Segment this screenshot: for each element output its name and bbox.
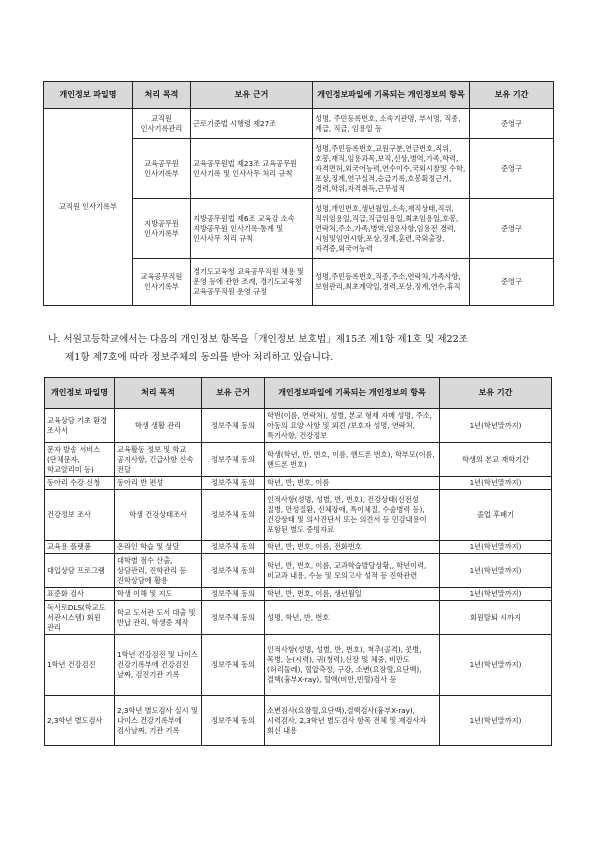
table-row <box>45 477 552 490</box>
table2-period: 1년(학년말까지) <box>440 541 552 554</box>
table-row <box>45 541 552 554</box>
table2-name: 1학년 건강검진 <box>45 635 115 696</box>
table2-header-row <box>45 378 552 409</box>
table1-basis: 교육공무원법 제23조 교육공무원 인사기록 및 인사사무 처리 규칙 <box>191 139 313 199</box>
table2-name: 건강정보 조사 <box>45 490 115 541</box>
personal-info-table-2 <box>44 377 552 746</box>
table2-period: 1년(학년말까지) <box>440 588 552 601</box>
table2-name: 교육상담 기초 환경 조사서 <box>45 409 115 443</box>
table2-basis: 정보주체 동의 <box>202 554 265 588</box>
table2-name: 대입상담 프로그램 <box>45 554 115 588</box>
table1-basis: 근로기준법 시행령 제27조 <box>191 109 313 139</box>
table1-items: 성명,주민등록번호,직종,주소,연락처,가족사항,보험관리,최초계약일,경력,포상,징계,연수,휴직 <box>313 259 470 306</box>
table2-period: 1년(학년말까지) <box>440 409 552 443</box>
paragraph-line-1: 나. 서원고등학교에서는 다음의 개인정보 항목을「개인정보 보호법」제15조 제1항 제1호 및 제22조 <box>48 334 468 345</box>
table2-items: 학년, 반, 번호, 이름, 생년월일 <box>265 588 440 601</box>
table1-header-purpose: 처리 목적 <box>133 82 191 109</box>
table2-basis: 정보주체 동의 <box>202 409 265 443</box>
table2-items: 학년, 반, 번호, 이름 <box>265 477 440 490</box>
table2-basis: 정보주체 동의 <box>202 443 265 477</box>
table1-items: 성명,개인번호,생년월일,소속,재직상태,직위,직위임용일,직급,직급임용일,최초임용일,호봉,연락처,주소,가족,병역,임용사항,임용전 경력,시험및임면시항,포상,징계,훈련,국외출장,자격증,외국어능력 <box>313 199 470 259</box>
table-row <box>45 601 552 635</box>
table1-basis: 경기도교육청 교육공무직원 채용 및 운영 등에 관한 조례, 경기도교육청 교육공무직원 운영 규정 <box>191 259 313 306</box>
table2-header-file: 개인정보 파일명 <box>45 378 115 409</box>
table2-period: 졸업 후폐기 <box>440 490 552 541</box>
table-row <box>45 443 552 477</box>
table2-basis: 정보주체 동의 <box>202 490 265 541</box>
table1-header-period: 보유 기간 <box>470 82 554 109</box>
table2-name: 동아리 수강 신청 <box>45 477 115 490</box>
table1-purpose: 교직원 인사기록관리 <box>133 109 191 139</box>
table2-name: 표준화 검사 <box>45 588 115 601</box>
table-row <box>44 109 554 139</box>
table2-purpose: 교육활동 정보 및 학교 공지사항, 긴급사항 신속 전달 <box>115 443 202 477</box>
table1-header-file: 개인정보 파일명 <box>44 82 133 109</box>
table-row <box>45 588 552 601</box>
table2-period: 1년(학년말까지) <box>440 635 552 696</box>
table-row <box>45 409 552 443</box>
table2-items: 인적사항(성명, 성별, 반, 번호), 건강상태(신전성 질병, 만성질환, 신체장애, 특이체질, 수술병력 등), 건강상태 및 의사진단서 또는 의견서 등 민감내용이 포함된 별도 증빙자료 <box>265 490 440 541</box>
table2-purpose: 동아리 반 편성 <box>115 477 202 490</box>
table1-purpose: 교육공무원 인사기록부 <box>133 139 191 199</box>
table2-purpose: 학생 건강상태조사 <box>115 490 202 541</box>
table2-period: 학생의 본교 재학기간 <box>440 443 552 477</box>
table1-period: 준영구 <box>470 259 554 306</box>
table2-period: 회원탈퇴 시까지 <box>440 601 552 635</box>
table2-header-items: 개인정보파일에 기록되는 개인정보의 항목 <box>265 378 440 409</box>
table1-period: 준영구 <box>470 199 554 259</box>
table2-purpose: 온라인 학습 및 상담 <box>115 541 202 554</box>
table2-items: 인적사항(성명, 성별, 반, 번호), 척추(골격), 콧병, 목병, 눈(시력), 귀(청력),신장 및 체중, 비만도(허리둘레), 혈압측정, 구강, 소변(요잠혈,요단백), 결핵(흉부X-ray), 혈액(비만,빈혈)검사 등 <box>265 635 440 696</box>
table1-items: 성명, 주민등록번호, 소속기관명, 부서명, 직종, 계급, 직급, 임용일 등 <box>313 109 470 139</box>
table2-name: 교육용 플랫폼 <box>45 541 115 554</box>
table2-basis: 정보주체 동의 <box>202 696 265 746</box>
table1-period: 준영구 <box>470 109 554 139</box>
table2-basis: 정보주체 동의 <box>202 588 265 601</box>
table2-items: 학년, 반, 번호, 이름, 교과학습발달상황,, 학년이력, 비교과 내용, 수능 및 모의고사 성적 등 진학관련 <box>265 554 440 588</box>
table2-basis: 정보주체 동의 <box>202 635 265 696</box>
table2-header-purpose: 처리 목적 <box>115 378 202 409</box>
table1-header-basis: 보유 근거 <box>191 82 313 109</box>
table1-purpose: 지방공무원 인사기록부 <box>133 199 191 259</box>
table2-purpose: 대학별 점수 산출, 상담관리, 진학관리 등 진학상담에 활용 <box>115 554 202 588</box>
table1-basis: 지방공무원법 제6조 교육감 소속 지방공무원 인사기록·통계 및 인사사무 처리 규칙 <box>191 199 313 259</box>
table1-period: 준영구 <box>470 139 554 199</box>
table-row <box>45 554 552 588</box>
table1-items: 성명,주민등록번호,교원구분,연금번호,직위,호봉,재직,임용과목,보직,신상,병역,가족,학력,자격면허,외국어능력,연수이수,국외시찰및 수학,포상,징계,연구실적,승급기록,호봉획정근거,경력,학위,자격취득,근무성적 <box>313 139 470 199</box>
table-row <box>45 490 552 541</box>
table2-items: 성명, 학년, 반, 번호 <box>265 601 440 635</box>
personal-info-table-1 <box>43 81 554 306</box>
table2-basis: 정보주체 동의 <box>202 541 265 554</box>
table2-header-basis: 보유 근거 <box>202 378 265 409</box>
table2-header-period: 보유 기간 <box>440 378 552 409</box>
table2-items: 학생(학년, 반, 번호, 이름, 핸드폰 번호), 학부모(이름, 핸드폰 번호) <box>265 443 440 477</box>
table2-basis: 정보주체 동의 <box>202 477 265 490</box>
table2-purpose: 학교 도서관 도서 대출 및 반납 관리, 학생증 제작 <box>115 601 202 635</box>
table2-purpose: 1학년 건강검진 및 나이스 건강기록부에 건강검진 날짜, 검진기관 기록 <box>115 635 202 696</box>
table1-file-name: 교직원 인사기록부 <box>44 109 133 306</box>
table2-purpose: 학생 이해 및 지도 <box>115 588 202 601</box>
table2-name: 2,3학년 별도검사 <box>45 696 115 746</box>
consent-paragraph <box>48 331 558 367</box>
table2-period: 1년(학년말까지) <box>440 696 552 746</box>
table2-name: 문자 발송 서비스(단체문자, 학교알리미 등) <box>45 443 115 477</box>
table2-period: 1년(학년말까지) <box>440 477 552 490</box>
table2-items: 학번(이름, 연락처), 성별, 본교 형제 자매 성명, 주소, 아동의 요양 사항 및 외견 /보호자 성명, 연락처, 특기사항, 건강정보 <box>265 409 440 443</box>
table2-purpose: 2,3학년 별도검사 실시 및 나이스 건강기록부에 검사날짜, 기관 기록 <box>115 696 202 746</box>
table-row <box>45 696 552 746</box>
table2-basis: 정보주체 동의 <box>202 601 265 635</box>
table2-period: 1년(학년말까지) <box>440 554 552 588</box>
table1-purpose: 교육공무직원 인사기록부 <box>133 259 191 306</box>
table2-items: 학년, 반, 번호, 이름, 전화번호 <box>265 541 440 554</box>
table-row <box>45 635 552 696</box>
table2-name: 독서로DLS(학교도서관시스템) 회원 관리 <box>45 601 115 635</box>
table2-items: 소변검사(요잠혈,요단백),결핵검사(흉부X-ray), 시력검사, 2,3학년 별도검사 항목 전체 및 재검사자 회신 내용 <box>265 696 440 746</box>
table1-header-row <box>44 82 554 109</box>
table2-purpose: 학생 생활 관리 <box>115 409 202 443</box>
paragraph-line-2: 제1항 제7호에 따라 정보주체의 동의를 받아 처리하고 있습니다. <box>65 352 334 363</box>
table1-header-items: 개인정보파일에 기록되는 개인정보의 항목 <box>313 82 470 109</box>
